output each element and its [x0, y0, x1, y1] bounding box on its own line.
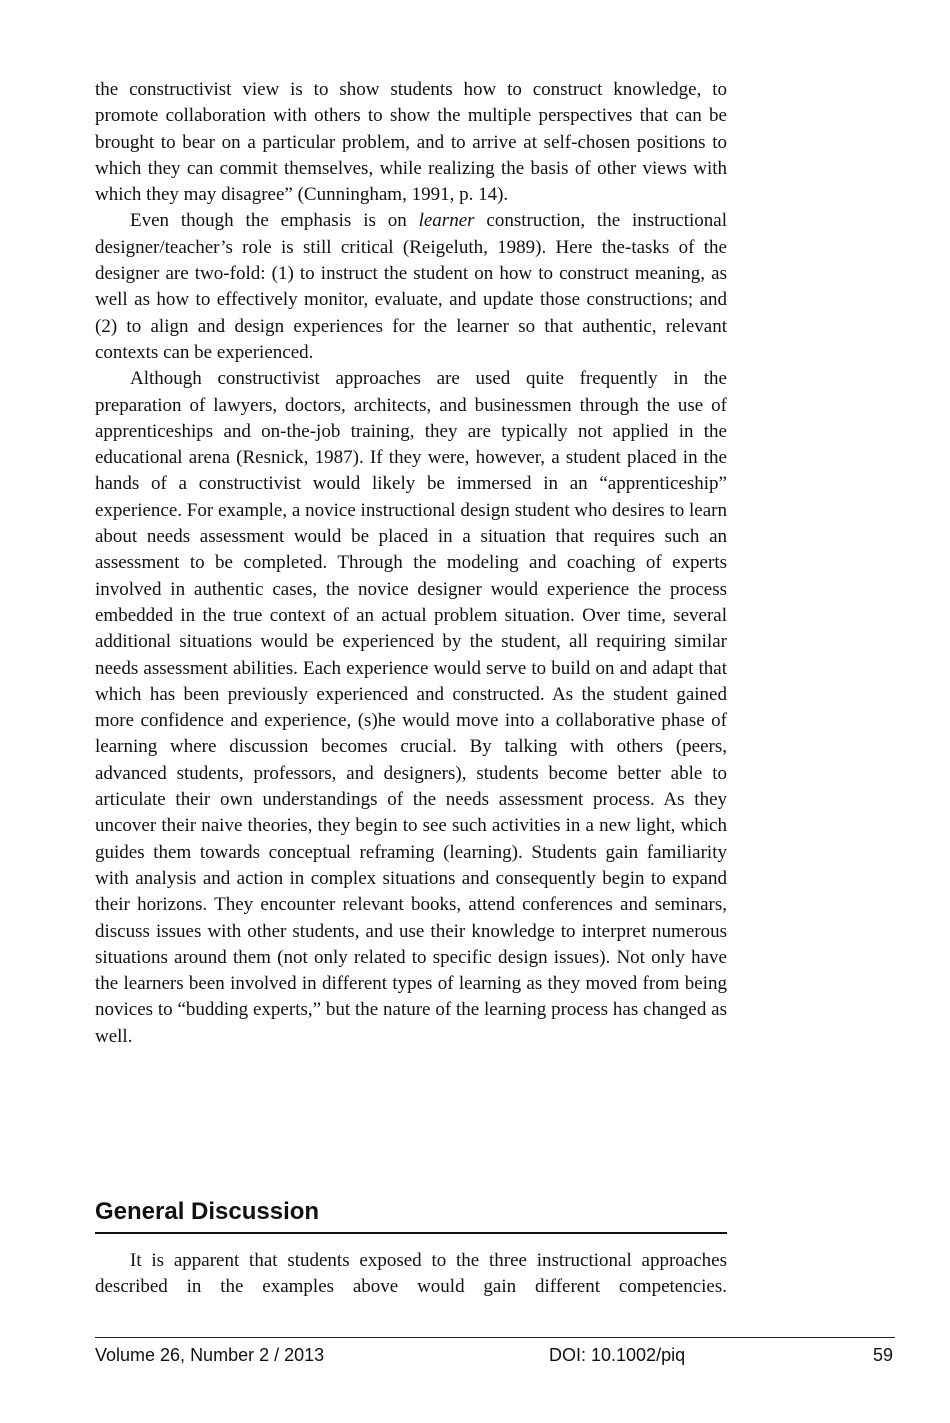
section-heading: General Discussion: [95, 1198, 727, 1234]
paragraph-text: construction, the instructional designer/teacher’s role is still critical (Reigeluth, 1989). Here the-tasks of the designer are two-fold: (1) to instruct the student on how to construct meaning, as well as how to effectively monitor, evaluate, and update those constructions; and (2) to align and design experiences for the learner so that authentic, relevant contexts can be experienced.: [95, 210, 727, 363]
paragraph-apprenticeship: Although constructivist approaches are used quite frequently in the preparation of lawyers, doctors, architects, and businessmen through the use of apprenticeships and on-the-job training, they are typically not applied in the educational arena (Resnick, 1987). If they were, however, a student placed in the hands of a constructivist would likely be immersed in an “apprenticeship” experience. For example, a novice instructional design student who desires to learn about needs assessment would be placed in a situation that requires such an assessment to be completed. Through the modeling and coaching of experts involved in authentic cases, the novice designer would experience the process embedded in the true context of an actual problem situation. Over time, several additional situations would be experienced by the student, all requiring similar needs assessment abilities. Each experience would serve to build on and adapt that which has been previously experienced and constructed. As the student gained more confidence and experience, (s)he would move into a collaborative phase of learning where discussion becomes crucial. By talking with others (peers, advanced students, professors, and designers), students become better able to articulate their own understandings of the needs assessment process. As they uncover their naive theories, they begin to see such activities in a new light, which guides them towards conceptual reframing (learning). Students gain familiarity with analysis and action in complex situations and consequently begin to expand their horizons. They encounter relevant books, attend conferences and seminars, discuss issues with other students, and use their knowledge to interpret numerous situations around them (not only related to specific design issues). Not only have the learners been involved in different types of learning as they moved from being novices to “budding experts,” but the nature of the learning process has changed as well.: [95, 368, 727, 1047]
body-text: [95, 77, 727, 1050]
discussion-text: [95, 1248, 727, 1301]
paragraph-text: Even though the emphasis is on: [130, 210, 419, 232]
footer-doi: DOI: 10.1002/piq: [549, 1345, 686, 1365]
page-number: 59: [873, 1345, 894, 1365]
paragraph-designer-role: [95, 208, 727, 366]
emphasis-learner: learner: [418, 210, 475, 232]
footer-divider: [95, 1337, 895, 1338]
footer-volume: Volume 26, Number 2 / 2013: [95, 1345, 325, 1365]
paragraph-continued: the constructivist view is to show students how to construct knowledge, to promote collaboration with others to show the multiple perspectives that can be brought to bear on a particular problem, and to arrive at self-chosen positions to which they can commit themselves, while realizing the basis of other views with which they may disagree” (Cunningham, 1991, p. 14).: [95, 79, 727, 206]
paragraph-discussion: It is apparent that students exposed to the three instructional approaches described in the examples above would gain different competencies.: [95, 1250, 727, 1298]
